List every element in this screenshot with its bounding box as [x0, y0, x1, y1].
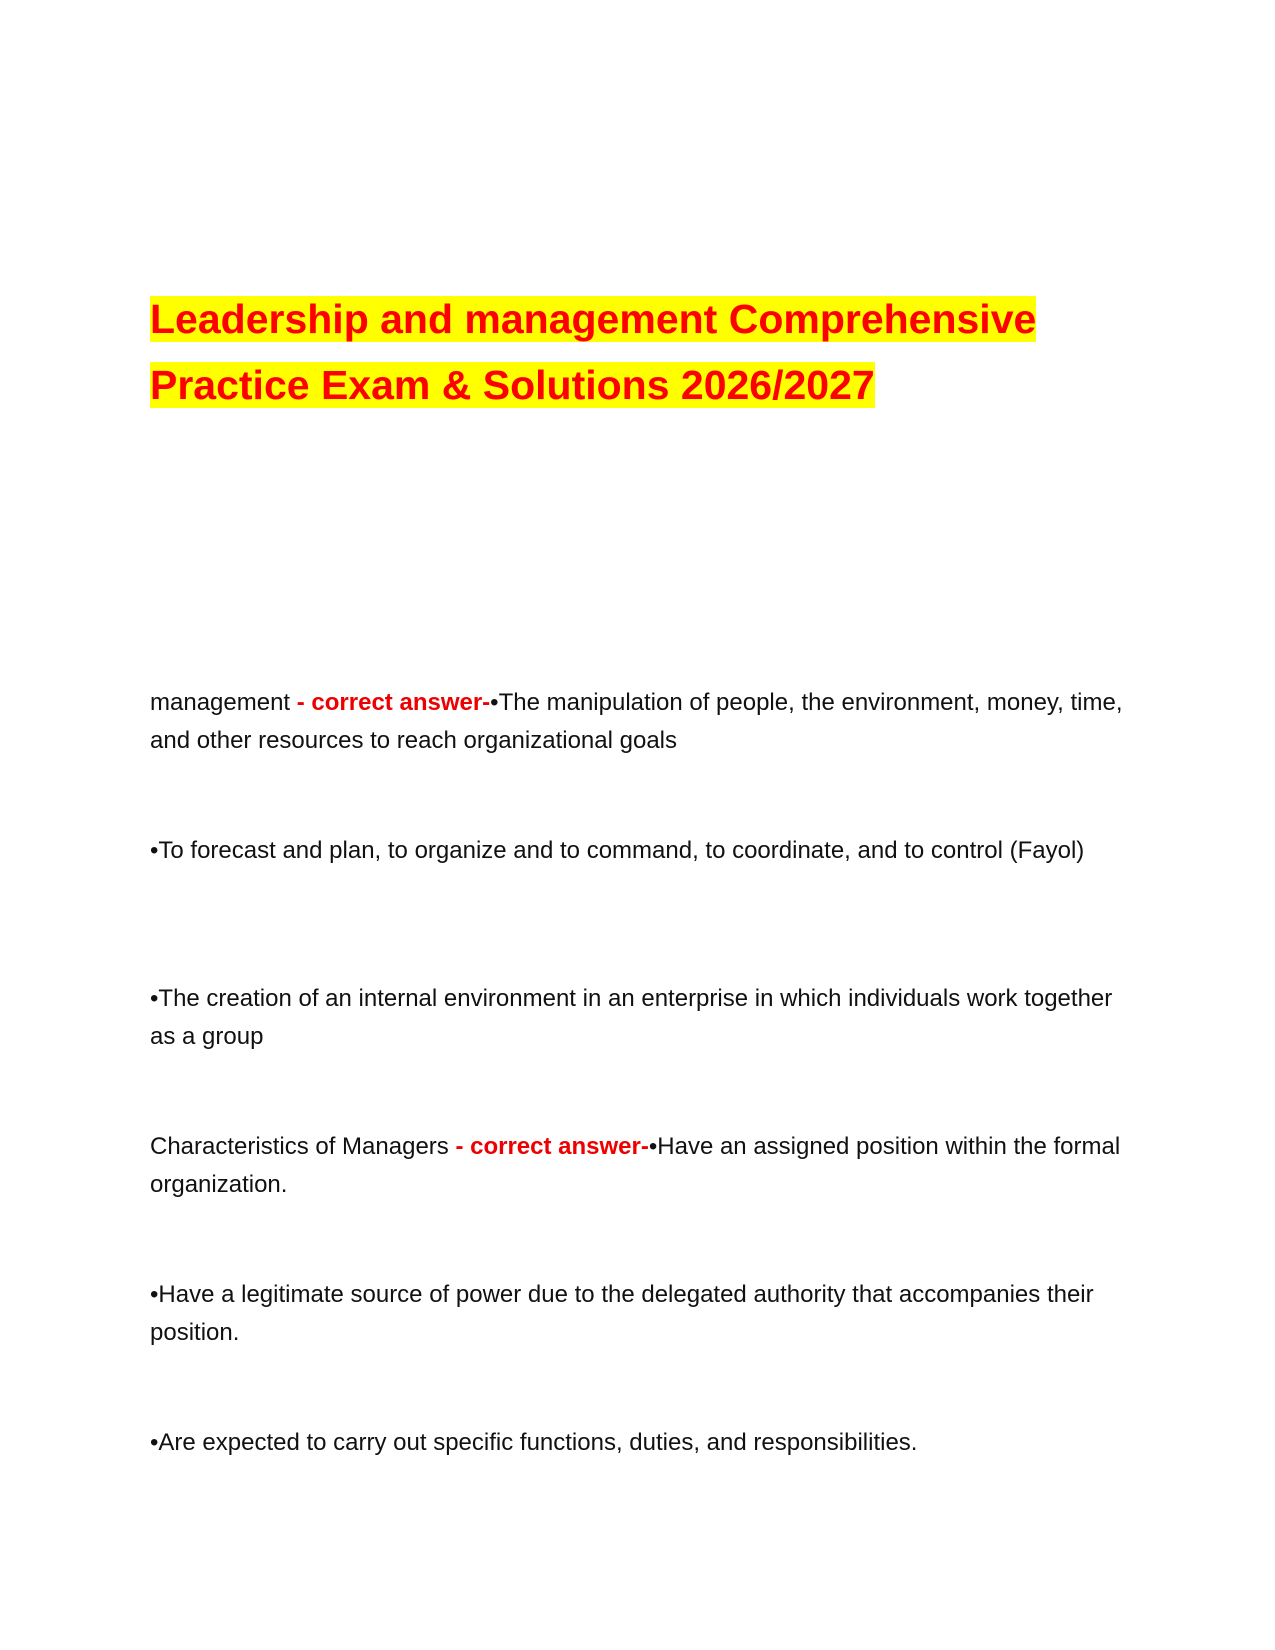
answer-marker: - correct answer- — [455, 1133, 649, 1160]
answer: •The manipulation of people, the environment, money, time, and other resources to reach organizational goals — [150, 689, 1123, 754]
title-line-2: Practice Exam & Solutions 2026/2027 — [150, 362, 875, 408]
entry-management — [150, 684, 1130, 760]
entry-characteristics — [150, 1128, 1130, 1204]
term: Characteristics of Managers — [150, 1133, 456, 1160]
paragraph: •The creation of an internal environment in an enterprise in which individuals work together as a group — [150, 985, 1113, 1050]
title-line-1: Leadership and management Comprehensive — [150, 296, 1037, 342]
paragraph: •Are expected to carry out specific functions, duties, and responsibilities. — [150, 1429, 918, 1456]
answer: •Have an assigned position within the formal organization. — [150, 1133, 1121, 1198]
paragraph: •To forecast and plan, to organize and to command, to coordinate, and to control (Fayol) — [150, 837, 1085, 864]
answer-marker: - correct answer- — [296, 689, 491, 716]
document-title — [150, 286, 1036, 418]
paragraph: •Have a legitimate source of power due to the delegated authority that accompanies their position. — [150, 1281, 1094, 1346]
term: management — [150, 689, 297, 716]
